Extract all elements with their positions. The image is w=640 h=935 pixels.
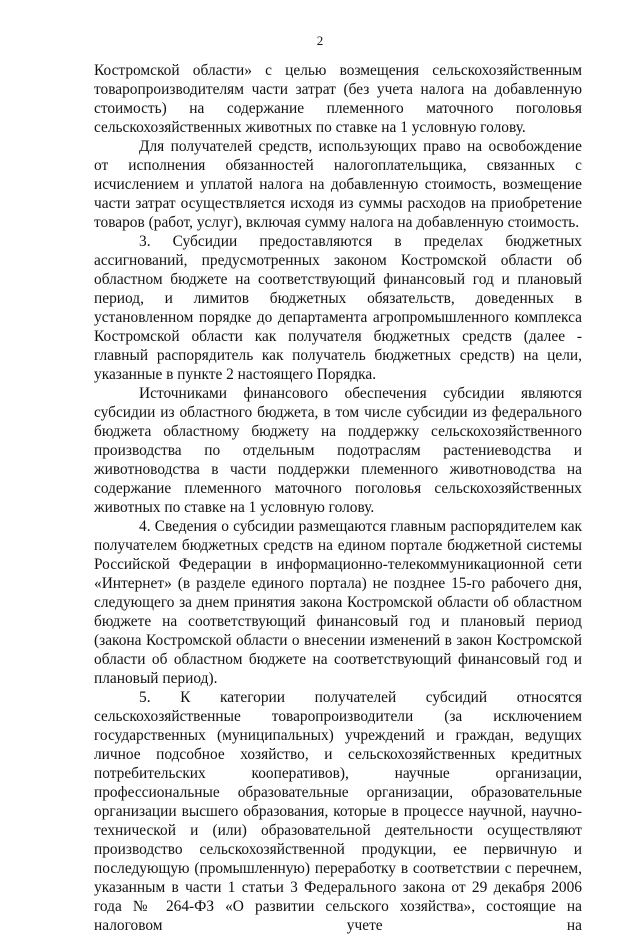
- paragraph-funding-sources: Источниками финансового обеспечения субсидии являются субсидии из областного бюджета, в том числе субсидии из федерального бюджета областному бюджету на поддержку сельскохозяйственного производства по отдельным подотраслям растениеводства и животноводства в части поддержки племенного животноводства на содержание племенного маточного поголовья сельскохозяйственных животных по ставке на 1 условную голову.: [94, 385, 582, 516]
- page-number: 2: [316, 33, 324, 48]
- paragraph-item-5: 5. К категории получателей субсидий относятся сельскохозяйственные товаропроизводители (за исключением государственных (муниципальных) учреждений и граждан, ведущих личное подсобное хозяйство, и сельскохозяйственных кредитных потребительских кооперативов), научные организации, профессиональные образовательные организации, образовательные организации высшего образования, которые в процессе научной, научно-технической и (или) образовательной деятельности осуществляют производство сельскохозяйственной продукции, ее первичную и последующую (промышленную) переработку в соответствии с перечнем, указанным в части 1 статьи 3 Федерального закона от 29 декабря 2006 года № 264-ФЗ «О развитии сельского хозяйства», состоящие на налоговом учете на: [94, 689, 582, 934]
- paragraph-item-3: 3. Субсидии предоставляются в пределах бюджетных ассигнований, предусмотренных законом Костромской области об областном бюджете на соответствующий финансовый год и плановый период, и лимитов бюджетных обязательств, доведенных в установленном порядке до департамента агропромышленного комплекса Костромской области как получателя бюджетных средств (далее - главный распорядитель как получатель бюджетных средств) на цели, указанные в пункте 2 настоящего Порядка.: [94, 233, 582, 383]
- paragraph-item-4: 4. Сведения о субсидии размещаются главным распорядителем как получателем бюджетных средств на едином портале бюджетной системы Российской Федерации в информационно-телекоммуникационной сети «Интернет» (в разделе единого портала) не позднее 15-го рабочего дня, следующего за днем принятия закона Костромской области об областном бюджете на соответствующий финансовый год и плановый период (закона Костромской области о внесении изменений в закон Костромской области об областном бюджете на соответствующий финансовый год и плановый период).: [94, 518, 582, 687]
- paragraph-vat-exemption: Для получателей средств, использующих право на освобождение от исполнения обязанностей налогоплательщика, связанных с исчислением и уплатой налога на добавленную стоимость, возмещение части затрат осуществляется исходя из суммы расходов на приобретение товаров (работ, услуг), включая сумму налога на добавленную стоимость.: [94, 138, 582, 231]
- document-body: [94, 61, 582, 935]
- paragraph-continuation: Костромской области» с целью возмещения сельскохозяйственным товаропроизводителям части затрат (без учета налога на добавленную стоимость) на содержание племенного маточного поголовья сельскохозяйственных животных по ставке на 1 условную голову.: [94, 62, 582, 136]
